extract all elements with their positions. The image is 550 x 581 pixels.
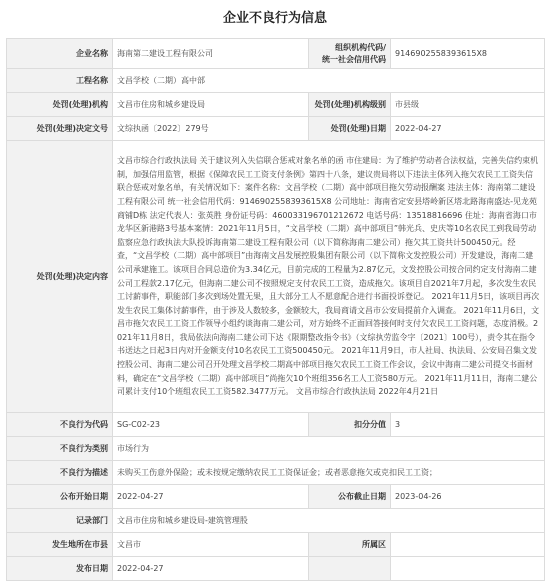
value-record-dept: 文昌市住房和城乡建设局-建筑管理股 xyxy=(113,509,545,533)
row-publish-dates xyxy=(7,485,545,509)
value-publish-end: 2023-04-26 xyxy=(391,485,545,509)
label-decision-doc: 处罚(处理)决定文号 xyxy=(7,117,113,141)
value-decision-doc: 文综执函〔2022〕279号 xyxy=(113,117,309,141)
label-org-code xyxy=(309,39,391,69)
row-location xyxy=(7,533,545,557)
value-deduct-score: 3 xyxy=(391,413,545,437)
label-city: 发生地所在市县 xyxy=(7,533,113,557)
row-company xyxy=(7,39,545,69)
label-behavior-code: 不良行为代码 xyxy=(7,413,113,437)
value-behavior-code: SG-C02-23 xyxy=(113,413,309,437)
value-district xyxy=(391,533,545,557)
label-publish-start: 公布开始日期 xyxy=(7,485,113,509)
label-issue-date: 发布日期 xyxy=(7,557,113,581)
label-org-code-line2: 统一社会信用代码 xyxy=(322,54,386,64)
row-issue-date xyxy=(7,557,545,581)
row-behavior-desc xyxy=(7,461,545,485)
label-penalty-date: 处罚(处理)日期 xyxy=(309,117,391,141)
label-org-code-line1: 组织机构代码/ xyxy=(335,42,386,52)
value-issue-date: 2022-04-27 xyxy=(113,557,309,581)
row-decision-content xyxy=(7,141,545,413)
value-publish-start: 2022-04-27 xyxy=(113,485,309,509)
row-penalty-org xyxy=(7,93,545,117)
value-decision-content: 文昌市综合行政执法局 关于建议列入失信联合惩戒对象名单的函 市住建局：为了维护劳动者合法权益，完善失信约束机制，加强信用监管，根据《保障农民工工资支付条例》第四十八条，建议贵局将以下违法主体列入拖欠农民工工资失信联合惩戒对象名单，有关情况如下：案件名称：文昌学校（二期）高中部项目拖欠劳动报酬案 违法主体：海南第二建设工程有限公司 统一社会信用代码：914690255839361​5X8 公司地址：海南省定安县塔岭新区塔北路海南盛达-见龙苑商铺D栋 法定代表人：张英胜 身份证号码：460033196701212672 电话号码：13518816696 住址：海南省海口市龙华区新港路3号基本案情：2021年11月5日，“文昌学校（二期）高中部项目”韩光兵、史庆等10名农民工到我局劳动监察应急行政执法大队投诉海南第二建设工程有限公司（以下简称海南二建公司）拖欠其工资共计500450元。经查，“文昌学校（二期）高中部项目”由海南文昌发展控股集团有限公司（以下简称文发控股公司）开发建设，海南二建公司承建施工。该项目合同总造价为3.34亿元，目前完成的工程量为2.87亿元，文发控股公司按合同约定支付海南二建公司工程款2.17亿元，但海南二建公司不按照规定支付农民工工资，造成拖欠。该项目自2021年7月起，多次发生农民工讨薪事件，职能部门多次到场处置无果，且大部分工人不愿意配合进行书面投诉登记。 2021年11月5日，该项目再次发生农民工集体讨薪事件，由于涉及人数较多，金额较大，我局商请文昌市公安局提前介入调查。 2021年11月6日，文昌市拖欠农民工工资工作领导小组约谈海南二建公司，对方始终不正面回答接何时支付欠农民工工资问题，态度消极。2021年11月8日，我局依法向海南二建公司下达《限期整改指令书》（文综执劳监令字〔2021〕100号），责令其在指令书送达之日起3日内对开金额支付10名农民工工资500450元。 2021年11月9日，市人社局、执法局、公安局召集文发控股公司、海南二建公司召开处理文昌学校二期高中部项目拖欠农民工工资工作会议，会议中海南二建公司提交书面材料，确定在“文昌学校（二期）高中部项目”尚拖欠10个班组356名工人工资580万元。 2021年11月11日，海南二建公司累计支付10个班组农民工工资582.3477万元。 文昌市综合行政执法局 2022年4月21日 xyxy=(113,141,545,413)
label-record-dept: 记录部门 xyxy=(7,509,113,533)
value-penalty-org: 文昌市住房和城乡建设局 xyxy=(113,93,309,117)
row-record-dept xyxy=(7,509,545,533)
row-behavior-category xyxy=(7,437,545,461)
value-behavior-category: 市场行为 xyxy=(113,437,545,461)
row-decision-doc xyxy=(7,117,545,141)
value-penalty-level: 市县级 xyxy=(391,93,545,117)
value-city: 文昌市 xyxy=(113,533,309,557)
label-project-name: 工程名称 xyxy=(7,69,113,93)
blank-value-cell xyxy=(391,557,545,581)
label-penalty-level: 处罚(处理)机构级别 xyxy=(309,93,391,117)
value-org-code: 914690255839361​5X8 xyxy=(391,39,545,69)
label-behavior-category: 不良行为类别 xyxy=(7,437,113,461)
label-district: 所属区 xyxy=(309,533,391,557)
value-penalty-date: 2022-04-27 xyxy=(391,117,545,141)
label-penalty-org: 处罚(处理)机构 xyxy=(7,93,113,117)
blank-label-cell xyxy=(309,557,391,581)
value-project-name: 文昌学校（二期）高中部 xyxy=(113,69,545,93)
bad-behavior-table xyxy=(6,38,545,581)
label-deduct-score: 扣分分值 xyxy=(309,413,391,437)
page-title: 企业不良行为信息 xyxy=(222,11,327,26)
row-behavior-code xyxy=(7,413,545,437)
label-publish-end: 公布截止日期 xyxy=(309,485,391,509)
label-behavior-desc: 不良行为描述 xyxy=(7,461,113,485)
value-behavior-desc: 未购买工伤意外保险；或未按规定缴纳农民工工资保证金；或者恶意拖欠或克扣民工工资； xyxy=(113,461,545,485)
row-project xyxy=(7,69,545,93)
label-decision-content: 处罚(处理)决定内容 xyxy=(7,141,113,413)
value-company-name: 海南第二建设工程有限公司 xyxy=(113,39,309,69)
label-company-name: 企业名称 xyxy=(7,39,113,69)
